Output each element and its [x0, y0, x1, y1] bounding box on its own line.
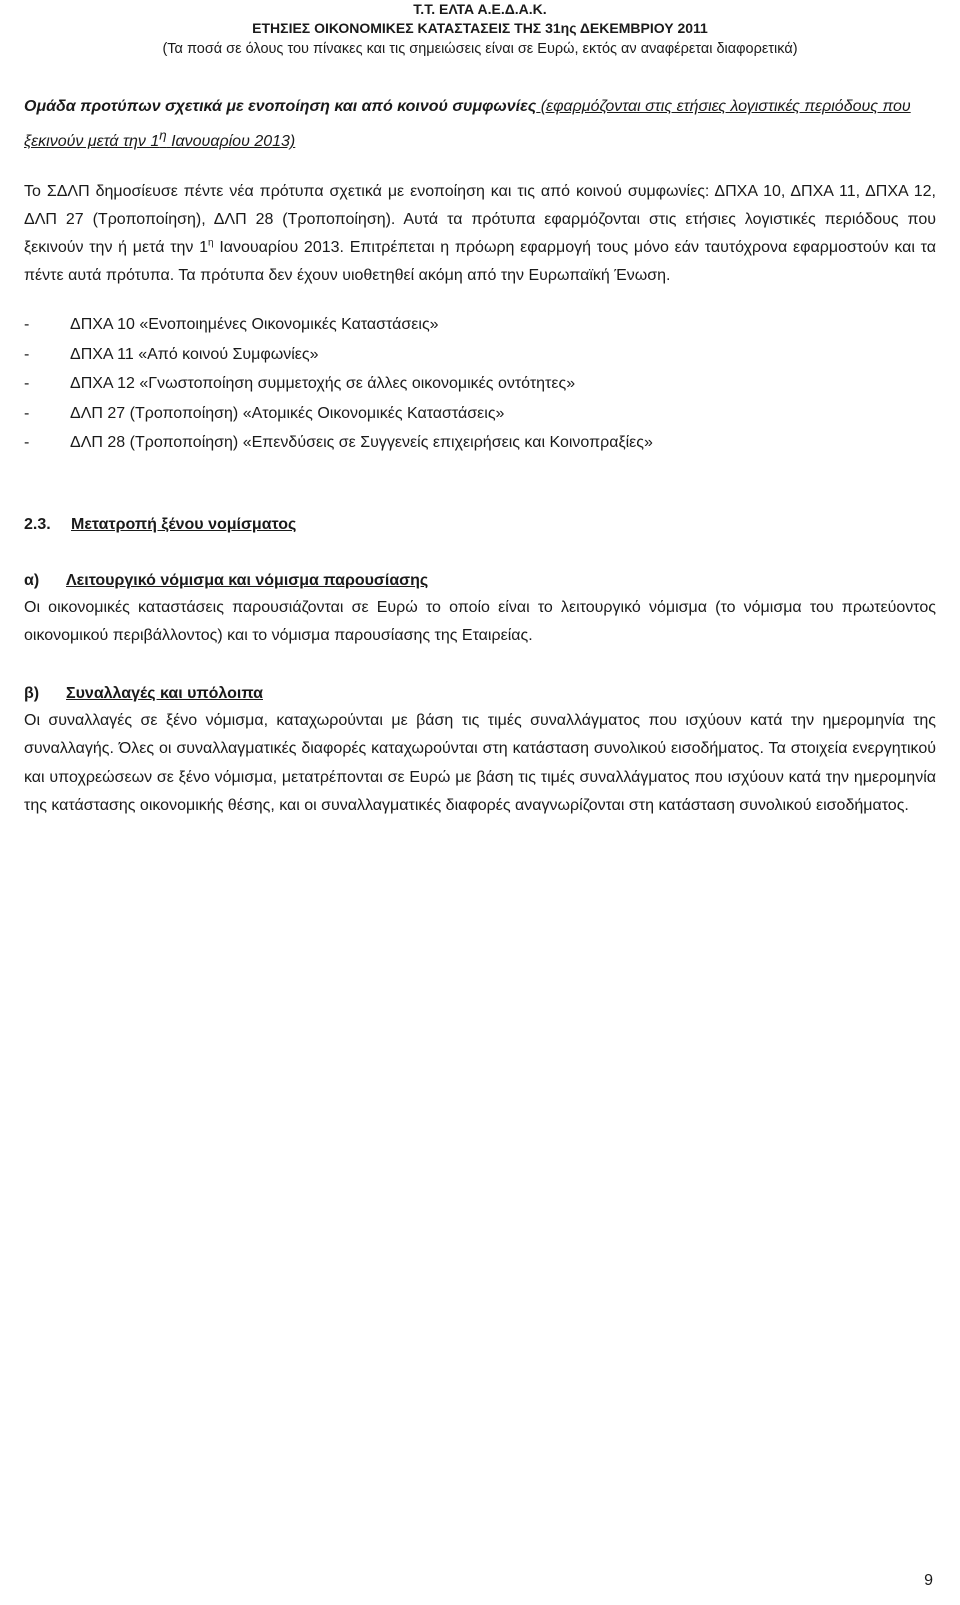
- list-item-text: ΔΠΧΑ 12 «Γνωστοποίηση συμμετοχής σε άλλες οικονομικές οντότητες»: [70, 375, 576, 393]
- list-item-text: ΔΠΧΑ 11 «Από κοινού Συμφωνίες»: [70, 345, 319, 363]
- subsection-a-text: Οι οικονομικές καταστάσεις παρουσιάζονται σε Ευρώ το οποίο είναι το λειτουργικό νόμισμα (το νόμισμα του πρωτεύοντος οικονομικού περιβάλλοντος) και το νόμισμα παρουσίασης της Εταιρείας.: [24, 598, 936, 645]
- subsection-a-letter: α): [24, 571, 40, 589]
- page-header: [0, 0, 960, 60]
- page-number: 9: [924, 1572, 933, 1589]
- intro-paragraph: [24, 178, 936, 290]
- subsection-b: [24, 681, 936, 821]
- currency-note: (Τα ποσά σε όλους του πίνακες και τις σημειώσεις είναι σε Ευρώ, εκτός αν αναφέρεται διαφορετικά): [162, 41, 798, 57]
- list-item: [24, 310, 936, 340]
- subsection-a: [24, 568, 936, 651]
- subsection-b-text: Οι συναλλαγές σε ξένο νόμισμα, καταχωρούνται με βάση τις τιμές συναλλάγματος που ισχύουν κατά την ημερομηνία της συναλλαγής. Όλες οι συναλλαγματικές διαφορές καταχωρούνται στη κατάσταση συνολικού εισοδήματος. Τα στοιχεία ενεργητικού και υποχρεώσεων σε ξένο νόμισμα, μετατρέπονται σε Ευρώ με βάση τις τιμές συναλλάγματος που ισχύουν κατά την ημερομηνία της κατάστασης οικονομικής θέσης, και οι συναλλαγματικές διαφορές αναγνωρίζονται στη κατάσταση συνολικού εισοδήματος.: [24, 711, 936, 815]
- subsection-a-title: Λειτουργικό νόμισμα και νόμισμα παρουσίασης: [66, 571, 429, 589]
- report-title: ΕΤΗΣΙΕΣ ΟΙΚΟΝΟΜΙΚΕΣ ΚΑΤΑΣΤΑΣΕΙΣ ΤΗΣ 31ης ΔΕΚΕΜΒΡΙΟΥ 2011: [252, 20, 708, 36]
- subsection-b-letter: β): [24, 684, 40, 702]
- list-item: [24, 399, 936, 429]
- list-dash: -: [24, 345, 30, 363]
- section-2-3-heading: [24, 512, 936, 538]
- subsection-b-heading: [24, 681, 936, 707]
- list-item: [24, 369, 936, 399]
- list-dash: -: [24, 375, 30, 393]
- section-title: [24, 92, 936, 156]
- section-title-pre: (εφαρμόζονται στις ετήσιες λογιστικές περιόδους που ξεκινούν μετά την 1: [24, 98, 911, 151]
- section-title-post: Ιανουαρίου 2013): [166, 133, 296, 151]
- section-number: 2.3.: [24, 515, 51, 533]
- list-dash: -: [24, 434, 30, 452]
- list-item-text: ΔΠΧΑ 10 «Ενοποιημένες Οικονομικές Καταστάσεις»: [70, 316, 439, 334]
- list-item: [24, 428, 936, 458]
- section-title-bold: Ομάδα προτύπων σχετικά με ενοποίηση και από κοινού συμφωνίες: [24, 98, 537, 115]
- list-item-text: ΔΛΠ 28 (Τροποποίηση) «Επενδύσεις σε Συγγενείς επιχειρήσεις και Κοινοπραξίες»: [70, 434, 653, 452]
- standards-list: [24, 310, 936, 458]
- intro-sup: η: [208, 238, 214, 249]
- company-name: Τ.Τ. ΕΛΤΑ Α.Ε.Δ.Α.Κ.: [413, 1, 547, 17]
- intro-part1: Το ΣΔΛΠ δημοσίευσε πέντε νέα πρότυπα σχετικά με ενοποίηση και τις από κοινού συμφωνίες: ΔΠΧΑ 10, ΔΠΧΑ 11, ΔΠΧΑ 12, ΔΛΠ 27 (Τροποποίηση), ΔΛΠ 28 (Τροποποίηση). Αυτά τα πρότυπα εφαρμόζονται στις ετήσιες λογιστικές περιόδους που ξεκινούν την ή μετά την 1: [24, 183, 936, 257]
- document-body: [24, 92, 936, 821]
- subsection-a-heading: [24, 568, 936, 594]
- list-dash: -: [24, 316, 30, 334]
- list-item-text: ΔΛΠ 27 (Τροποποίηση) «Ατομικές Οικονομικές Καταστάσεις»: [70, 404, 505, 422]
- list-dash: -: [24, 404, 30, 422]
- section-heading-title: Μετατροπή ξένου νομίσματος: [71, 515, 297, 533]
- subsection-b-title: Συναλλαγές και υπόλοιπα: [66, 684, 263, 702]
- intro-part2: Ιανουαρίου 2013. Επιτρέπεται η πρόωρη εφαρμογή τους μόνο εάν ταυτόχρονα εφαρμοστούν και τα πέντε αυτά πρότυπα. Τα πρότυπα δεν έχουν υιοθετηθεί ακόμη από την Ευρωπαϊκή Ένωση.: [24, 239, 936, 285]
- list-item: [24, 340, 936, 370]
- section-title-sup: η: [159, 128, 167, 143]
